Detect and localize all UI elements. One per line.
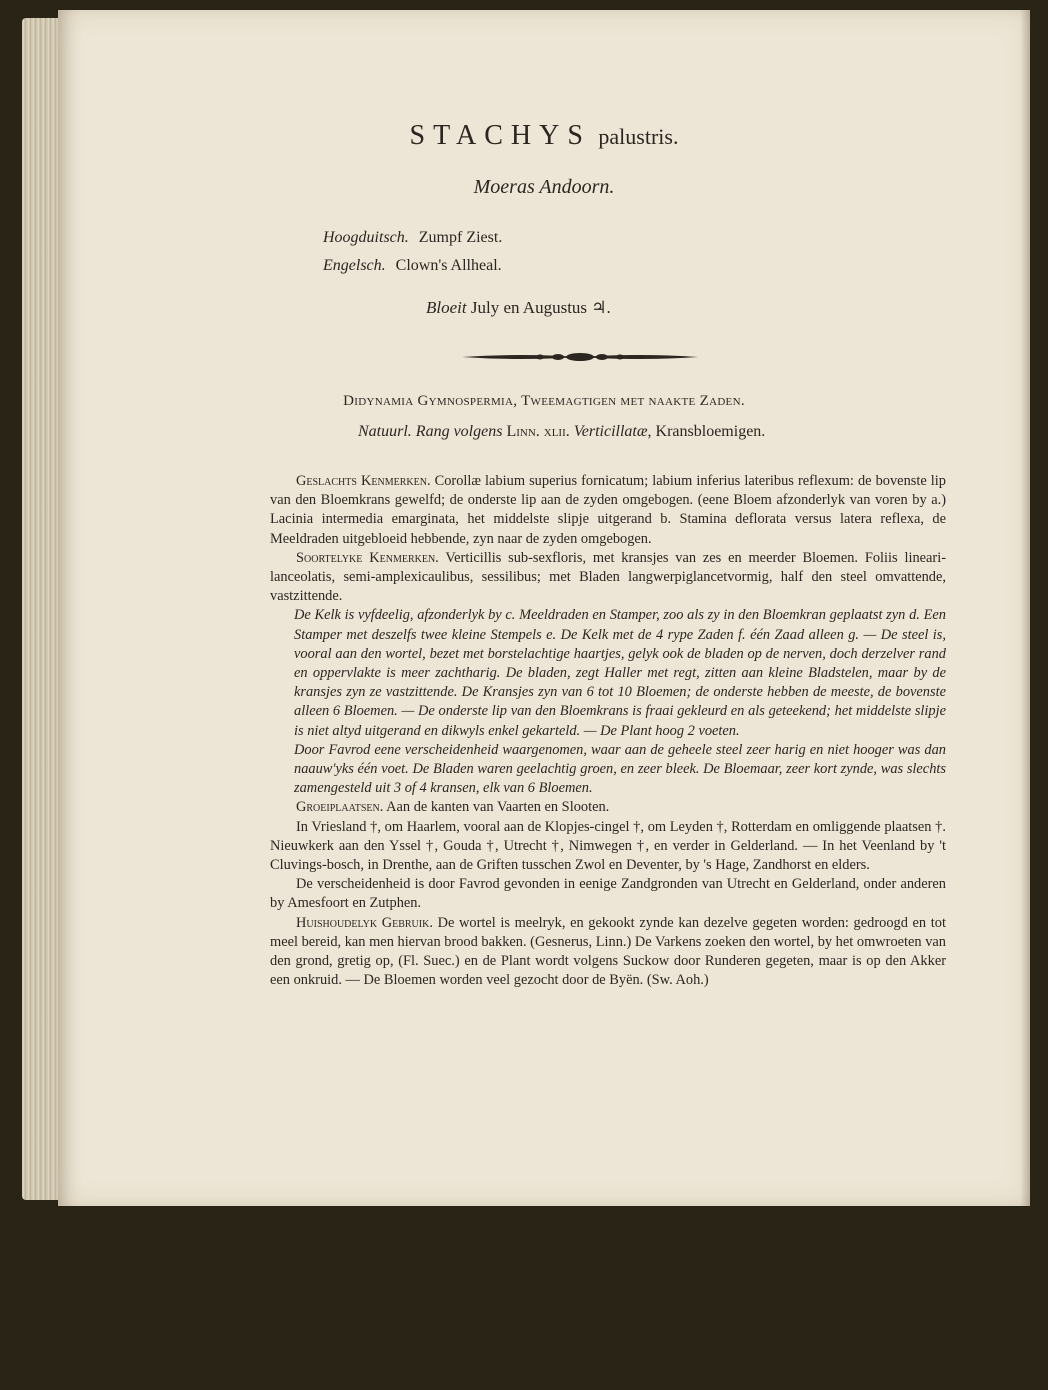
species-name: palustris. bbox=[598, 124, 679, 149]
book-page bbox=[58, 10, 1030, 1206]
plant-description: De Kelk is vyfdeelig, afzonderlyk by c. Meeldraden en Stamper, zoo als zy in den Bloemkran geplaatst zyn d. Een Stamper met deszelfs twee kleine Stempels e. De Kelk met de 4 rype Zaden f. één Zaad alleen g. — De steel is, vooral aan den wortel, bezet met borstelachtige haartjes, gelyk ook de bladen op de nerven, doch derzelver rand en oppervlakte is meer zachtharig. De bladen, zegt Haller met regt, zitten aan kleine Bladstelen, maar by de kransjes zyn ze vastzittende. De Kransjes zyn van 6 tot 10 Bloemen; de onderste hebben de meeste, de bovenste alleen 6 Bloemen. — De onderste lip van den Bloemkrans is fraai gekleurd en als geteekend; het middelste slipje is niet altyd uitgerand en dikwyls enkel gekarteld. — De Plant hoog 2 voeten. bbox=[294, 607, 946, 739]
ornament-divider-icon bbox=[460, 350, 700, 364]
language-label: Hoogduitsch. bbox=[323, 229, 409, 246]
section-text: Aan de kanten van Vaarten en Slooten. bbox=[386, 799, 610, 816]
common-name-english bbox=[323, 252, 502, 280]
bloom-label: Bloeit bbox=[426, 298, 467, 317]
locations: In Vriesland †, om Haarlem, vooral aan de Klopjes-cingel †, om Leyden †, Rotterdam en omliggende plaatsen †. Nieuwkerk aan den Yssel †, Gouda †, Utrecht †, Nimwegen †, en verder in Gelderland. — In het Veenland by 't Cluvings-bosch, in Drenthe, aan de Griften tusschen Zwol en Deventer, by 's Hage, Zandhorst en elders. bbox=[270, 818, 946, 874]
bloom-text: July en Augustus ♃. bbox=[470, 298, 611, 317]
natural-rank-order: Verticillatæ, bbox=[573, 423, 652, 440]
common-names bbox=[323, 224, 502, 280]
section-text: Corollæ labium superius fornicatum; labium inferius lateribus reflexum: de bovenste lip van den Bloemkrans gewelfd; de onderste lip aan de zyden omgebogen. (eene Bloem afzonderlyk van voren by a.) Lacinia intermedia emarginata, het middelste slipje uitgerand b. Stamina deflorata versus latera reflexa, de Meeldraden uitgebloeid hebbende, zyn naar de zyden omgebogen. bbox=[270, 473, 946, 547]
common-name: Zumpf Ziest. bbox=[418, 229, 503, 246]
language-label: Engelsch. bbox=[323, 257, 386, 274]
natural-rank bbox=[358, 423, 765, 441]
natural-rank-author: Linn. xlii. bbox=[506, 423, 570, 440]
dutch-name: Moeras Andoorn. bbox=[473, 176, 615, 198]
description-body bbox=[270, 472, 946, 990]
household-use bbox=[270, 914, 946, 991]
section-label: Groeiplaatsen. bbox=[296, 799, 384, 816]
genus-characteristics bbox=[270, 472, 946, 549]
natural-rank-prefix: Natuurl. Rang volgens bbox=[358, 423, 503, 440]
section-label: Geslachts Kenmerken. bbox=[296, 473, 431, 489]
variety-description: Door Favrod eene verscheidenheid waargenomen, waar aan de geheele steel zeer harig en niet hooger was dan naauw'yks één voet. De Bladen waren geelachtig groen, en zeer bleek. De Bloemaar, zeer kort zynde, was slechts zamengesteld uit 3 of 4 kransen, elk van 6 Bloemen. bbox=[294, 741, 946, 797]
genus-name: STACHYS bbox=[409, 120, 591, 151]
section-label: Huishoudelyk Gebruik. bbox=[296, 914, 433, 931]
section-label: Soortelyke Kenmerken. bbox=[296, 549, 439, 566]
common-name: Clown's Allheal. bbox=[395, 257, 502, 274]
section-text: De wortel is meelryk, en gekookt zynde kan dezelve gegeten worden: gedroogd en tot meel bereid, kan men hiervan brood bakken. (Gesnerus, Linn.) De Varkens zoeken den wortel, by het omwroeten van den grond, gretig op, (Fl. Suec.) en de Plant wordt volgens Suckow door Runderen gegeten, maar is op den Akker een onkruid. — De Bloemen worden veel gezocht door de Byën. (Sw. Aoh.) bbox=[270, 914, 946, 989]
section-text: Verticillis sub-sexfloris, met kransjes van zes en meerder Bloemen. Foliis lineari-lanceolatis, semi-amplexicaulibus, sessilibus; met Bladen langwerpiglancetvormig, half den steel omvattende, vastzittende. bbox=[270, 549, 946, 605]
classification: Didynamia Gymnospermia, Tweemagtigen met naakte Zaden. bbox=[343, 393, 745, 409]
bloom-period bbox=[426, 298, 611, 318]
habitat bbox=[270, 798, 946, 817]
species-characteristics bbox=[270, 549, 946, 607]
common-name-german bbox=[323, 224, 502, 252]
variety-location: De verscheidenheid is door Favrod gevonden in eenige Zandgronden van Utrecht en Gelderland, onder anderen by Amesfoort en Zutphen. bbox=[270, 876, 946, 912]
natural-rank-dutch: Kransbloemigen. bbox=[655, 423, 766, 440]
page-title bbox=[58, 120, 1030, 152]
